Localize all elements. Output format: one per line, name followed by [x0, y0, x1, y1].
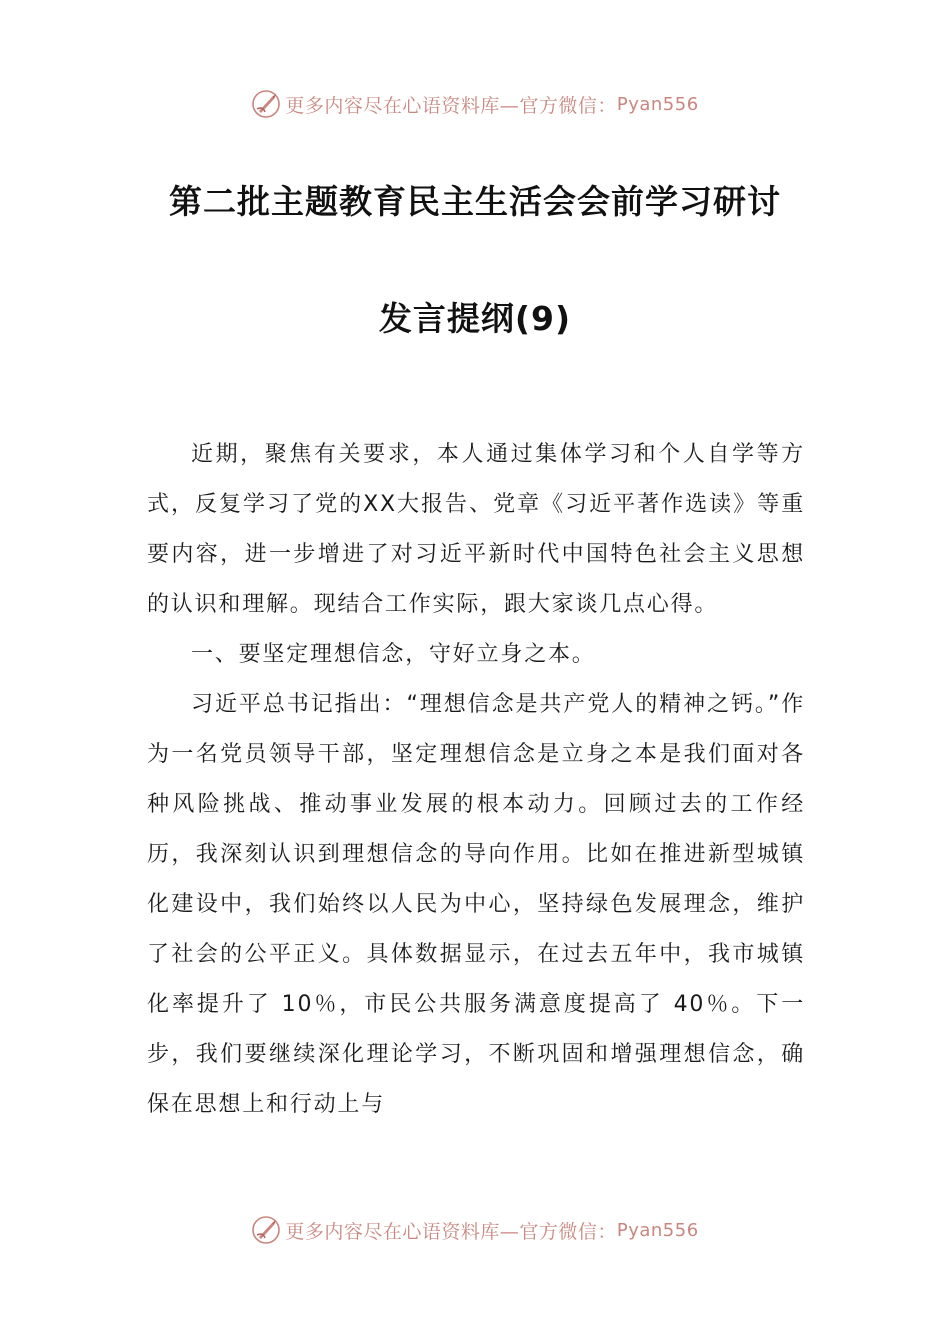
- quill-logo-icon: [251, 89, 281, 119]
- watermark-header: [0, 84, 950, 124]
- quill-logo-icon: [251, 1215, 281, 1245]
- document-body: [147, 430, 805, 1130]
- paragraph-section-1: 习近平总书记指出：“理想信念是共产党人的精神之钙。”作为一名党员领导干部，坚定理想信念是立身之本是我们面对各种风险挑战、推动事业发展的根本动力。回顾过去的工作经历，我深刻认识到理想信念的导向作用。比如在推进新型城镇化建设中，我们始终以人民为中心，坚持绿色发展理念，维护了社会的公平正义。具体数据显示，在过去五年中，我市城镇化率提升了 10％，市民公共服务满意度提高了 40％。下一步，我们要继续深化理论学习，不断巩固和增强理想信念，确保在思想上和行动上与: [147, 692, 805, 1117]
- watermark-text: 更多内容尽在心语资料库—官方微信：: [285, 1220, 617, 1243]
- section-heading-1: 一、要坚定理想信念，守好立身之本。: [191, 642, 596, 667]
- paragraph-intro: 近期，聚焦有关要求，本人通过集体学习和个人自学等方式，反复学习了党的XX大报告、党章《习近平著作选读》等重要内容，进一步增进了对习近平新时代中国特色社会主义思想的认识和理解。现结合工作实际，跟大家谈几点心得。: [147, 442, 805, 617]
- watermark-footer: [0, 1210, 950, 1250]
- watermark-text: 更多内容尽在心语资料库—官方微信：: [285, 94, 617, 117]
- document-title-line-2: 发言提纲(9): [378, 299, 572, 338]
- watermark-contact: Pyan556: [616, 93, 699, 115]
- watermark-contact: Pyan556: [616, 1219, 699, 1241]
- document-title-line-1: 第二批主题教育民主生活会会前学习研讨: [169, 182, 781, 221]
